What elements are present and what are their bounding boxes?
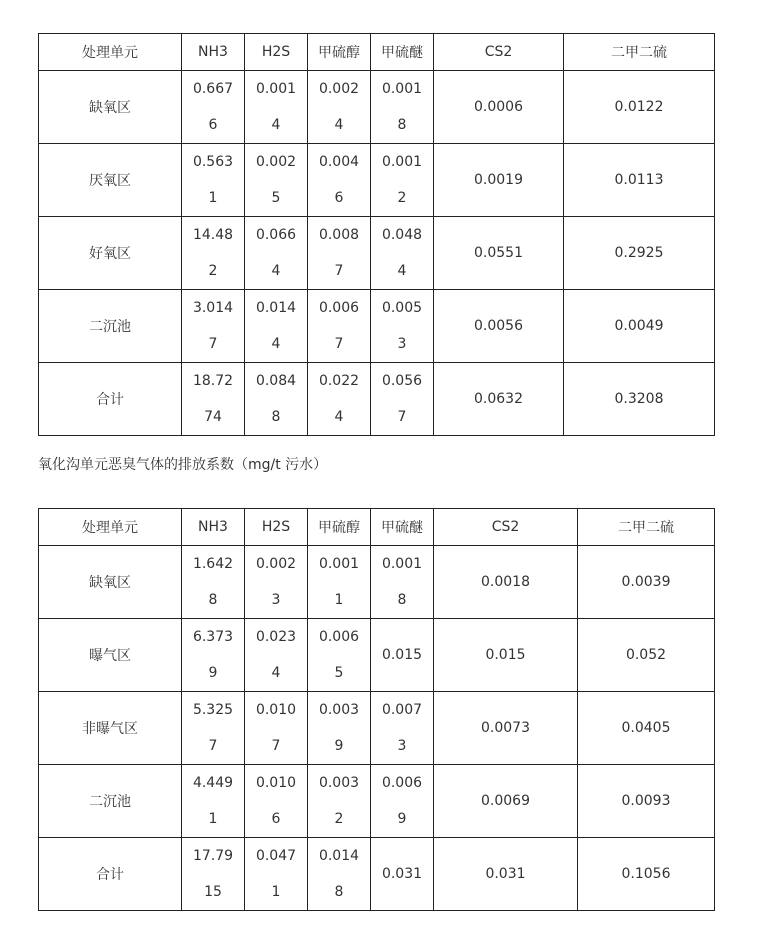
cell-value-line: 0.006 [381, 775, 423, 791]
nh3-cell [182, 363, 245, 436]
methanethiol-cell [308, 217, 371, 290]
nh3-cell [182, 546, 245, 619]
cell-value-line: 0.010 [255, 775, 297, 791]
dimethyl-disulfide-cell: 0.3208 [564, 363, 715, 436]
cell-value-line: 0.001 [381, 556, 423, 572]
cs2-cell: 0.0006 [434, 71, 564, 144]
unit-cell: 二沉池 [39, 290, 182, 363]
cell-value-line: 0.048 [381, 227, 423, 243]
cell-value-line: 5 [334, 665, 344, 681]
cell-value-line: 9 [397, 811, 407, 827]
table-body [39, 71, 715, 436]
cell-value-line: 0.667 [192, 81, 234, 97]
dimethyl-disulfide-cell: 0.0039 [578, 546, 715, 619]
emission-table-2 [38, 508, 715, 911]
methanethiol-cell [308, 144, 371, 217]
methanethiol-cell [308, 619, 371, 692]
unit-cell: 非曝气区 [39, 692, 182, 765]
cell-value-line: 3 [271, 592, 281, 608]
nh3-cell [182, 71, 245, 144]
cell-value-line: 0.047 [255, 848, 297, 864]
methanethiol-cell [308, 290, 371, 363]
cell-value-line: 5 [271, 190, 281, 206]
dimethyl-sulfide-cell [371, 217, 434, 290]
h2s-cell [245, 71, 308, 144]
cell-value-line: 2 [397, 190, 407, 206]
cell-value-line: 7 [208, 336, 218, 352]
cell-value-line: 6 [271, 811, 281, 827]
cell-value-line: 0.006 [318, 629, 360, 645]
cell-value-line: 0.002 [255, 154, 297, 170]
header-cell: NH3 [182, 34, 245, 71]
cell-value-line: 4 [271, 665, 281, 681]
cell-value-line: 0.023 [255, 629, 297, 645]
header-cell: H2S [245, 509, 308, 546]
dimethyl-disulfide-cell: 0.0113 [564, 144, 715, 217]
h2s-cell [245, 838, 308, 911]
cell-value-line: 15 [204, 884, 222, 900]
cell-value-line: 0.006 [318, 300, 360, 316]
cell-value-line: 0.022 [318, 373, 360, 389]
h2s-cell [245, 765, 308, 838]
cell-value-line: 7 [397, 409, 407, 425]
h2s-cell [245, 363, 308, 436]
table-row [39, 71, 715, 144]
cs2-cell: 0.0069 [434, 765, 578, 838]
cell-value-line: 7 [334, 263, 344, 279]
table-row [39, 619, 715, 692]
nh3-cell [182, 838, 245, 911]
cell-value-line: 7 [208, 738, 218, 754]
h2s-cell [245, 144, 308, 217]
table-caption: 氧化沟单元恶臭气体的排放系数（mg/t 污水） [38, 457, 328, 473]
unit-cell: 缺氧区 [39, 71, 182, 144]
methanethiol-cell [308, 692, 371, 765]
cell-value-line: 0.014 [318, 848, 360, 864]
cell-value-line: 8 [397, 592, 407, 608]
cell-value-line: 8 [271, 409, 281, 425]
cell-value-line: 6 [334, 190, 344, 206]
cs2-cell: 0.0551 [434, 217, 564, 290]
dimethyl-sulfide-cell [371, 290, 434, 363]
header-cell: 二甲二硫 [564, 34, 715, 71]
nh3-cell [182, 217, 245, 290]
header-cell: 处理单元 [39, 34, 182, 71]
cell-value-line: 0.014 [255, 300, 297, 316]
emission-table-1 [38, 33, 715, 436]
table-row [39, 363, 715, 436]
dimethyl-disulfide-cell: 0.0093 [578, 765, 715, 838]
cell-value-line: 6 [208, 117, 218, 133]
cell-value-line: 0.010 [255, 702, 297, 718]
cell-value-line: 0.003 [318, 775, 360, 791]
dimethyl-sulfide-cell [371, 692, 434, 765]
cell-value-line: 0.001 [318, 556, 360, 572]
cell-value-line: 3 [397, 336, 407, 352]
unit-cell: 曝气区 [39, 619, 182, 692]
dimethyl-disulfide-cell: 0.1056 [578, 838, 715, 911]
table-row [39, 217, 715, 290]
cell-value-line: 8 [208, 592, 218, 608]
methanethiol-cell [308, 71, 371, 144]
unit-cell: 合计 [39, 363, 182, 436]
nh3-cell [182, 765, 245, 838]
unit-cell: 缺氧区 [39, 546, 182, 619]
cell-value-line: 3.014 [192, 300, 234, 316]
table-row [39, 290, 715, 363]
header-cell: 甲硫醚 [371, 509, 434, 546]
h2s-cell [245, 217, 308, 290]
cs2-cell: 0.031 [434, 838, 578, 911]
cell-value-line: 4 [334, 117, 344, 133]
header-cell: 二甲二硫 [578, 509, 715, 546]
unit-cell: 合计 [39, 838, 182, 911]
cell-value-line: 9 [334, 738, 344, 754]
header-cell: CS2 [434, 509, 578, 546]
cell-value-line: 0.002 [255, 556, 297, 572]
cell-value-line: 7 [271, 738, 281, 754]
dimethyl-sulfide-cell [371, 71, 434, 144]
unit-cell: 二沉池 [39, 765, 182, 838]
header-cell: NH3 [182, 509, 245, 546]
dimethyl-sulfide-cell [371, 838, 434, 911]
dimethyl-sulfide-cell [371, 363, 434, 436]
table-body [39, 546, 715, 911]
cs2-cell: 0.0056 [434, 290, 564, 363]
cell-value-line: 0.563 [192, 154, 234, 170]
cell-value-line: 9 [208, 665, 218, 681]
cs2-cell: 0.015 [434, 619, 578, 692]
header-cell: 甲硫醇 [308, 34, 371, 71]
header-cell: 处理单元 [39, 509, 182, 546]
unit-cell: 好氧区 [39, 217, 182, 290]
nh3-cell [182, 290, 245, 363]
cell-value-line: 1 [334, 592, 344, 608]
header-cell: 甲硫醇 [308, 509, 371, 546]
nh3-cell [182, 619, 245, 692]
cell-value-line: 5.325 [192, 702, 234, 718]
cell-value-line: 14.48 [192, 227, 234, 243]
methanethiol-cell [308, 546, 371, 619]
cell-value-line: 4 [271, 117, 281, 133]
cell-value-line: 0.004 [318, 154, 360, 170]
cell-value-line: 6.373 [192, 629, 234, 645]
cell-value-line: 8 [397, 117, 407, 133]
dimethyl-sulfide-cell [371, 619, 434, 692]
cell-value-line: 1 [271, 884, 281, 900]
cell-value-line: 0.008 [318, 227, 360, 243]
cell-value-line: 0.005 [381, 300, 423, 316]
table-row [39, 838, 715, 911]
cs2-cell: 0.0019 [434, 144, 564, 217]
cell-value-line: 0.001 [381, 154, 423, 170]
cell-value-line: 4.449 [192, 775, 234, 791]
dimethyl-sulfide-cell [371, 144, 434, 217]
cell-value-line: 2 [208, 263, 218, 279]
cell-value-line: 0.001 [255, 81, 297, 97]
methanethiol-cell [308, 838, 371, 911]
h2s-cell [245, 692, 308, 765]
cell-value-line: 7 [334, 336, 344, 352]
table-header-row [39, 509, 715, 546]
cell-value-line: 0.031 [381, 866, 423, 882]
table-row [39, 765, 715, 838]
cell-value-line: 4 [334, 409, 344, 425]
cell-value-line: 0.003 [318, 702, 360, 718]
h2s-cell [245, 619, 308, 692]
table-header-row [39, 34, 715, 71]
dimethyl-disulfide-cell: 0.0049 [564, 290, 715, 363]
cell-value-line: 0.002 [318, 81, 360, 97]
cell-value-line: 4 [271, 263, 281, 279]
header-cell: H2S [245, 34, 308, 71]
cell-value-line: 0.015 [381, 647, 423, 663]
cell-value-line: 4 [397, 263, 407, 279]
cell-value-line: 1.642 [192, 556, 234, 572]
cell-value-line: 17.79 [192, 848, 234, 864]
cell-value-line: 1 [208, 811, 218, 827]
header-cell: CS2 [434, 34, 564, 71]
cell-value-line: 4 [271, 336, 281, 352]
cell-value-line: 3 [397, 738, 407, 754]
dimethyl-disulfide-cell: 0.0405 [578, 692, 715, 765]
unit-cell: 厌氧区 [39, 144, 182, 217]
h2s-cell [245, 546, 308, 619]
cell-value-line: 18.72 [192, 373, 234, 389]
dimethyl-disulfide-cell: 0.2925 [564, 217, 715, 290]
cs2-cell: 0.0073 [434, 692, 578, 765]
cs2-cell: 0.0018 [434, 546, 578, 619]
cell-value-line: 0.084 [255, 373, 297, 389]
dimethyl-sulfide-cell [371, 546, 434, 619]
cell-value-line: 0.001 [381, 81, 423, 97]
cell-value-line: 0.066 [255, 227, 297, 243]
cell-value-line: 0.056 [381, 373, 423, 389]
cell-value-line: 0.007 [381, 702, 423, 718]
methanethiol-cell [308, 363, 371, 436]
nh3-cell [182, 144, 245, 217]
cell-value-line: 8 [334, 884, 344, 900]
dimethyl-disulfide-cell: 0.0122 [564, 71, 715, 144]
dimethyl-disulfide-cell: 0.052 [578, 619, 715, 692]
table-row [39, 692, 715, 765]
nh3-cell [182, 692, 245, 765]
header-cell: 甲硫醚 [371, 34, 434, 71]
table-row [39, 144, 715, 217]
cell-value-line: 1 [208, 190, 218, 206]
cell-value-line: 2 [334, 811, 344, 827]
h2s-cell [245, 290, 308, 363]
table-row [39, 546, 715, 619]
methanethiol-cell [308, 765, 371, 838]
cs2-cell: 0.0632 [434, 363, 564, 436]
dimethyl-sulfide-cell [371, 765, 434, 838]
cell-value-line: 74 [204, 409, 222, 425]
